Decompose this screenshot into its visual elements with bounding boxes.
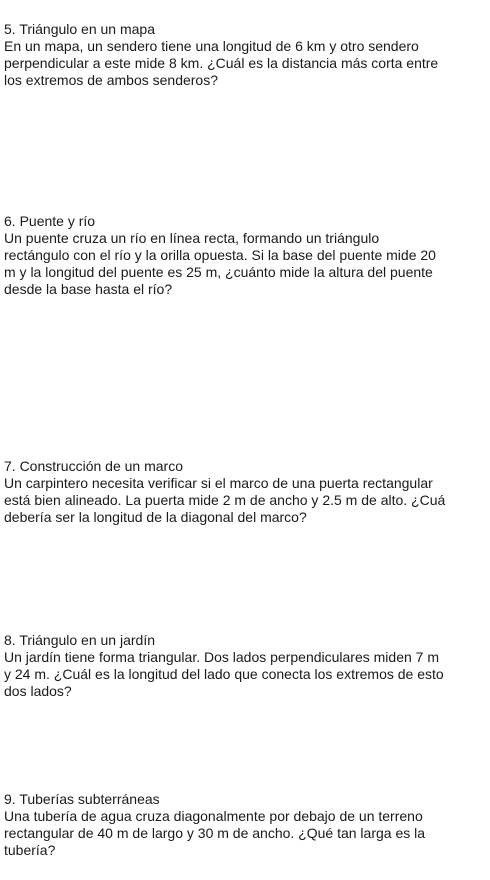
problem-text-line: En un mapa, un sendero tiene una longitud de 6 km y otro sendero [4,38,419,54]
problem-text-line: los extremos de ambos senderos? [4,72,218,88]
problem-7 [4,458,488,526]
problem-text-line: Un jardín tiene forma triangular. Dos lados perpendiculares miden 7 m [4,649,440,665]
problem-text-line: Un carpintero necesita verificar si el marco de una puerta rectangular [4,475,433,491]
problem-text-line: Una tubería de agua cruza diagonalmente por debajo de un terreno [4,808,423,824]
problem-9 [4,791,488,859]
problem-text-line: desde la base hasta el río? [4,281,173,297]
problem-text-line: debería ser la longitud de la diagonal del marco? [4,509,307,525]
problem-text-line: perpendicular a este mide 8 km. ¿Cuál es la distancia más corta entre [4,55,439,71]
problem-8 [4,632,488,700]
problem-text-line: y 24 m. ¿Cuál es la longitud del lado que conecta los extremos de esto [4,666,444,682]
problem-text-line: rectangular de 40 m de largo y 30 m de ancho. ¿Qué tan larga es la [4,825,426,841]
problem-title: 6. Puente y río [4,213,96,229]
problem-text-line: tubería? [4,842,56,858]
problem-text-line: Un puente cruza un río en línea recta, formando un triángulo [4,230,380,246]
problem-title: 8. Triángulo en un jardín [4,632,155,648]
problem-5 [4,21,488,89]
problem-title: 5. Triángulo en un mapa [4,21,155,37]
problem-title: 7. Construcción de un marco [4,458,183,474]
problem-text-line: m y la longitud del puente es 25 m, ¿cuánto mide la altura del puente [4,264,433,280]
problem-text-line: dos lados? [4,683,72,699]
problem-text-line: está bien alineado. La puerta mide 2 m de ancho y 2.5 m de alto. ¿Cuá [4,492,446,508]
problem-6 [4,213,488,298]
problem-text-line: rectángulo con el río y la orilla opuesta. Si la base del puente mide 20 [4,247,436,263]
problem-title: 9. Tuberías subterráneas [4,791,160,807]
